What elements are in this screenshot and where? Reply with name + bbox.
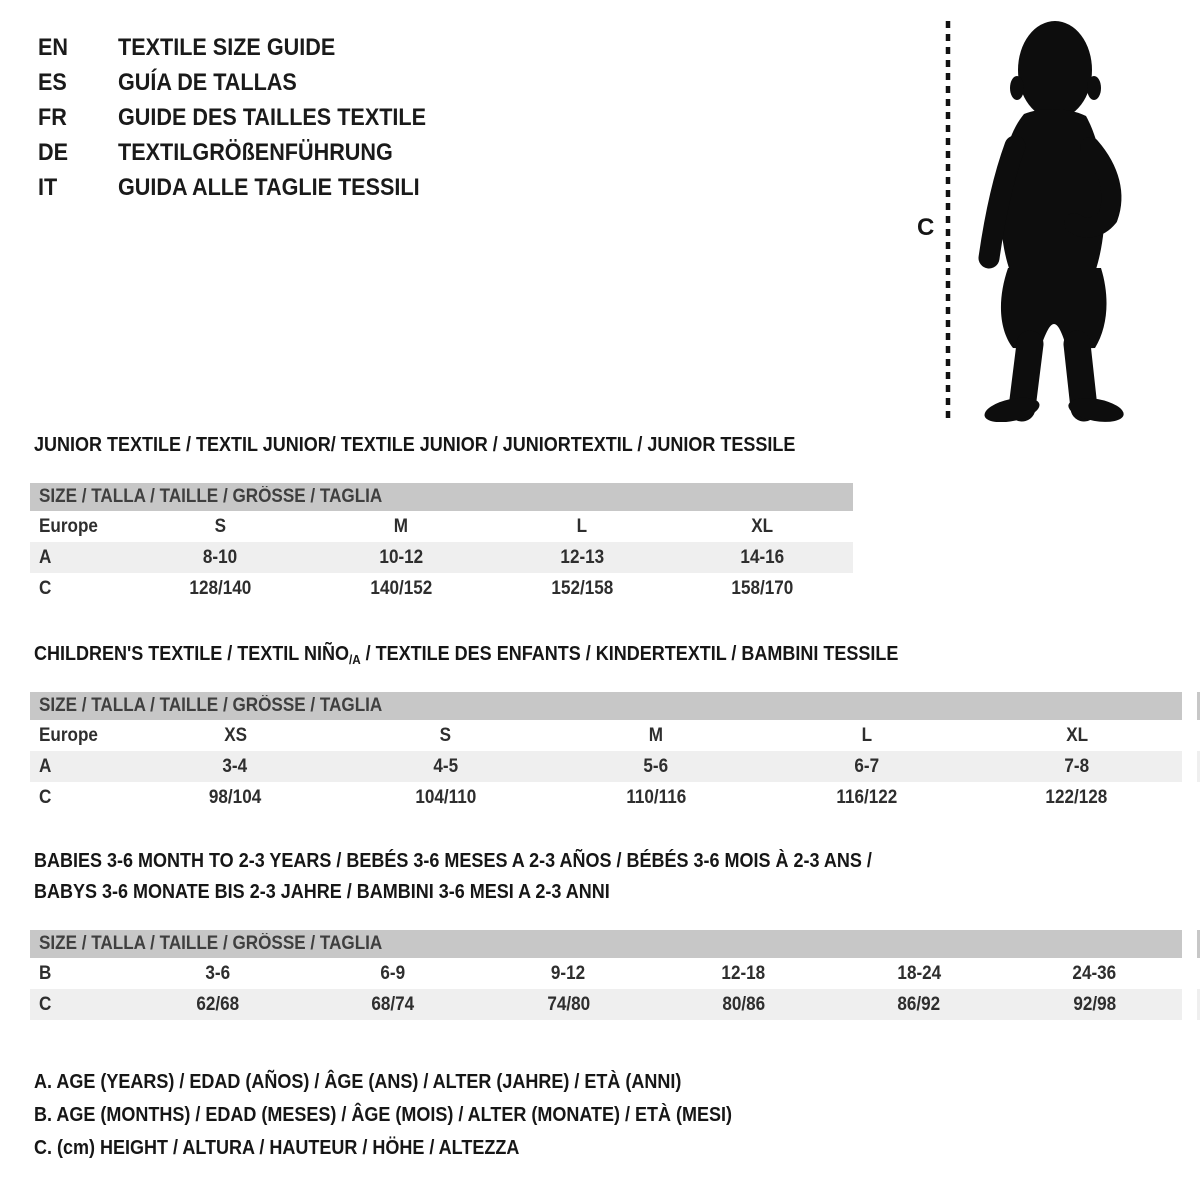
legend-line-c: C. (cm) HEIGHT / ALTURA / HAUTEUR / HÖHE / ALTEZZA (34, 1137, 520, 1159)
children-size-header-band: SIZE / TALLA / TAILLE / GRÖSSE / TAGLIA (30, 692, 1182, 720)
language-code: DE (38, 138, 69, 166)
cell: 86/92 (897, 993, 941, 1015)
guide-title-es: GUÍA DE TALLAS (118, 68, 297, 96)
cell: 12-13 (559, 546, 604, 568)
babies-size-table (30, 930, 1182, 1020)
language-code: IT (38, 173, 58, 201)
toddler-silhouette-icon (967, 14, 1139, 422)
cell: 3-6 (205, 962, 231, 984)
babies-size-header-band: SIZE / TALLA / TAILLE / GRÖSSE / TAGLIA (30, 930, 1182, 958)
cell: 98/104 (209, 786, 262, 808)
cell: 18-24 (897, 962, 941, 984)
babies-row-height (30, 989, 1182, 1020)
cell: 9-12 (551, 962, 586, 984)
cell: M (393, 515, 409, 537)
children-row-europe (30, 720, 1182, 751)
legend-line-a: A. AGE (YEARS) / EDAD (AÑOS) / ÂGE (ANS) / ALTER (JAHRE) / ETÀ (ANNI) (34, 1071, 682, 1093)
cell: L (861, 724, 872, 746)
language-row-fr (38, 100, 460, 135)
children-section-title: CHILDREN'S TEXTILE / TEXTIL $NIÑO_{/A}$ / TEXTILE DES ENFANTS / KINDERTEXTIL / BAMBINI TESSILE (34, 643, 899, 667)
children-row-age (30, 751, 1182, 782)
cell: XL (1065, 724, 1088, 746)
babies-section-title (34, 846, 965, 908)
guide-title-de: TEXTILGRÖßENFÜHRUNG (118, 138, 393, 166)
cell: 12-18 (721, 962, 766, 984)
row-label: A (39, 546, 52, 568)
cell: 5-6 (643, 755, 669, 777)
cell: S (214, 515, 227, 537)
cell: 128/140 (189, 577, 252, 599)
cell: 110/116 (626, 786, 686, 808)
cell: 6-7 (854, 755, 879, 777)
height-measure-label: C (917, 214, 935, 241)
junior-section-title: JUNIOR TEXTILE / TEXTIL JUNIOR/ TEXTILE JUNIOR / JUNIORTEXTIL / JUNIOR TESSILE (34, 434, 796, 456)
cell: M (648, 724, 664, 746)
junior-row-europe (30, 511, 853, 542)
language-code: FR (38, 103, 67, 131)
cell: 7-8 (1064, 755, 1090, 777)
cell: 152/158 (550, 577, 613, 599)
cell: 6-9 (380, 962, 406, 984)
babies-row-months (30, 958, 1182, 989)
cell: 3-4 (222, 755, 248, 777)
language-code: ES (38, 68, 67, 96)
junior-size-table (30, 483, 853, 604)
cell: 140/152 (370, 577, 433, 599)
language-row-en (38, 30, 460, 65)
language-row-it (38, 170, 460, 205)
legend-line-b: B. AGE (MONTHS) / EDAD (MESES) / ÂGE (MOIS) / ALTER (MONATE) / ETÀ (MESI) (34, 1104, 732, 1126)
junior-size-header-band: SIZE / TALLA / TAILLE / GRÖSSE / TAGLIA (30, 483, 853, 511)
nino-a-subscript: /A (348, 652, 361, 667)
row-label: B (39, 962, 52, 984)
cell: 4-5 (433, 755, 458, 777)
guide-title-en: TEXTILE SIZE GUIDE (118, 33, 336, 61)
row-label: C (39, 786, 52, 808)
cell: 116/122 (835, 786, 897, 808)
cell: 80/86 (722, 993, 766, 1015)
cell: 158/170 (731, 577, 794, 599)
junior-row-age (30, 542, 853, 573)
babies-title-line1: BABIES 3-6 MONTH TO 2-3 YEARS / BEBÉS 3-6 MESES A 2-3 AÑOS / BÉBÉS 3-6 MOIS À 2-3 ANS / (34, 850, 872, 872)
language-title-list (38, 30, 460, 205)
toddler-figure (905, 14, 1150, 424)
cell: XS (223, 724, 247, 746)
cell: 14-16 (740, 546, 785, 568)
measure-legend (34, 1066, 810, 1165)
cell: 104/110 (415, 786, 477, 808)
cell: XL (751, 515, 774, 537)
row-label: Europe (39, 724, 98, 746)
babies-title-line2: BABYS 3-6 MONATE BIS 2-3 JAHRE / BAMBINI 3-6 MESI A 2-3 ANNI (34, 881, 610, 903)
cell: 8-10 (203, 546, 238, 568)
measure-dashed-line (945, 19, 951, 421)
row-label: C (39, 577, 52, 599)
row-label: Europe (39, 515, 98, 537)
row-label: A (39, 755, 52, 777)
language-row-de (38, 135, 460, 170)
language-row-es (38, 65, 460, 100)
guide-title-fr: GUIDE DES TAILLES TEXTILE (118, 103, 427, 131)
children-row-height (30, 782, 1182, 813)
cell: 122/128 (1045, 786, 1108, 808)
cell: 92/98 (1072, 993, 1116, 1015)
cell: S (439, 724, 452, 746)
language-code: EN (38, 33, 69, 61)
cell: L (576, 515, 588, 537)
junior-row-height (30, 573, 853, 604)
cell: 74/80 (546, 993, 590, 1015)
cell: 24-36 (1072, 962, 1117, 984)
cell: 68/74 (371, 993, 415, 1015)
cell: 62/68 (196, 993, 240, 1015)
row-label: C (39, 993, 52, 1015)
guide-title-it: GUIDA ALLE TAGLIE TESSILI (118, 173, 420, 201)
cell: 10-12 (379, 546, 423, 568)
children-size-table (30, 692, 1182, 813)
